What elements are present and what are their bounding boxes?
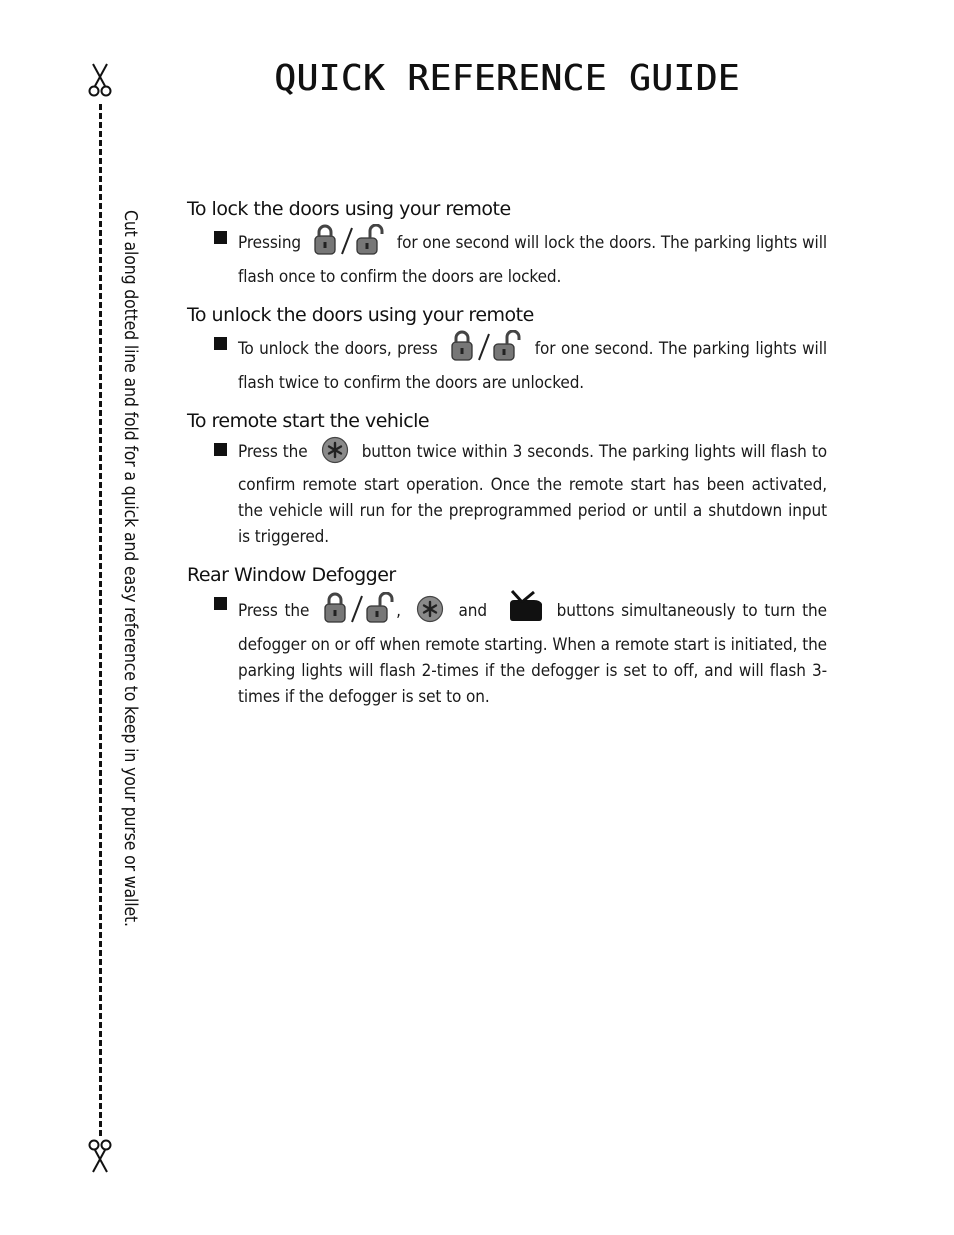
section-unlock bbox=[187, 302, 827, 396]
section-text: Pressing for one second will lock the doors. The parking lights will flash once to confirm the doors are locked. bbox=[187, 224, 827, 290]
section-lock bbox=[187, 196, 827, 290]
dotted-cut-line bbox=[99, 104, 102, 1136]
section-remote-start bbox=[187, 408, 827, 550]
remote-start-star-icon bbox=[416, 595, 444, 631]
section-text: To unlock the doors, press for one second. The parking lights will flash twice to confirm the doors are unlocked. bbox=[187, 330, 827, 396]
reference-content bbox=[187, 196, 827, 722]
section-heading: To remote start the vehicle bbox=[187, 410, 430, 432]
section-defogger bbox=[187, 562, 827, 710]
section-heading: To lock the doors using your remote bbox=[187, 198, 511, 220]
lock-unlock-button-icon bbox=[312, 224, 386, 264]
remote-start-star-icon bbox=[321, 436, 349, 472]
page-title: QUICK REFERENCE GUIDE bbox=[274, 58, 740, 99]
scissors-icon bbox=[86, 1136, 114, 1174]
scissors-icon bbox=[86, 62, 114, 100]
section-heading: To unlock the doors using your remote bbox=[187, 304, 534, 326]
lock-unlock-button-icon bbox=[449, 330, 523, 370]
cut-instruction: Cut along dotted line and fold for a quick and easy reference to keep in your purse or wallet. bbox=[120, 210, 140, 927]
section-text: Press the , and buttons simultaneously to turn the defogger on or off when remote starting. When a remote start is initiated, the parking lights will flash 2-times if the defogger is set to off, and will flash 3-times if the defogger is set to on. bbox=[187, 590, 827, 710]
section-text: Press the button twice within 3 seconds. The parking lights will flash to confirm remote start operation. Once the remote start has been activated, the vehicle will run for the preprogrammed period or until a shutdown input is triggered. bbox=[187, 436, 827, 550]
trunk-button-icon bbox=[508, 590, 544, 630]
lock-unlock-button-icon bbox=[322, 592, 396, 632]
section-heading: Rear Window Defogger bbox=[187, 564, 396, 586]
